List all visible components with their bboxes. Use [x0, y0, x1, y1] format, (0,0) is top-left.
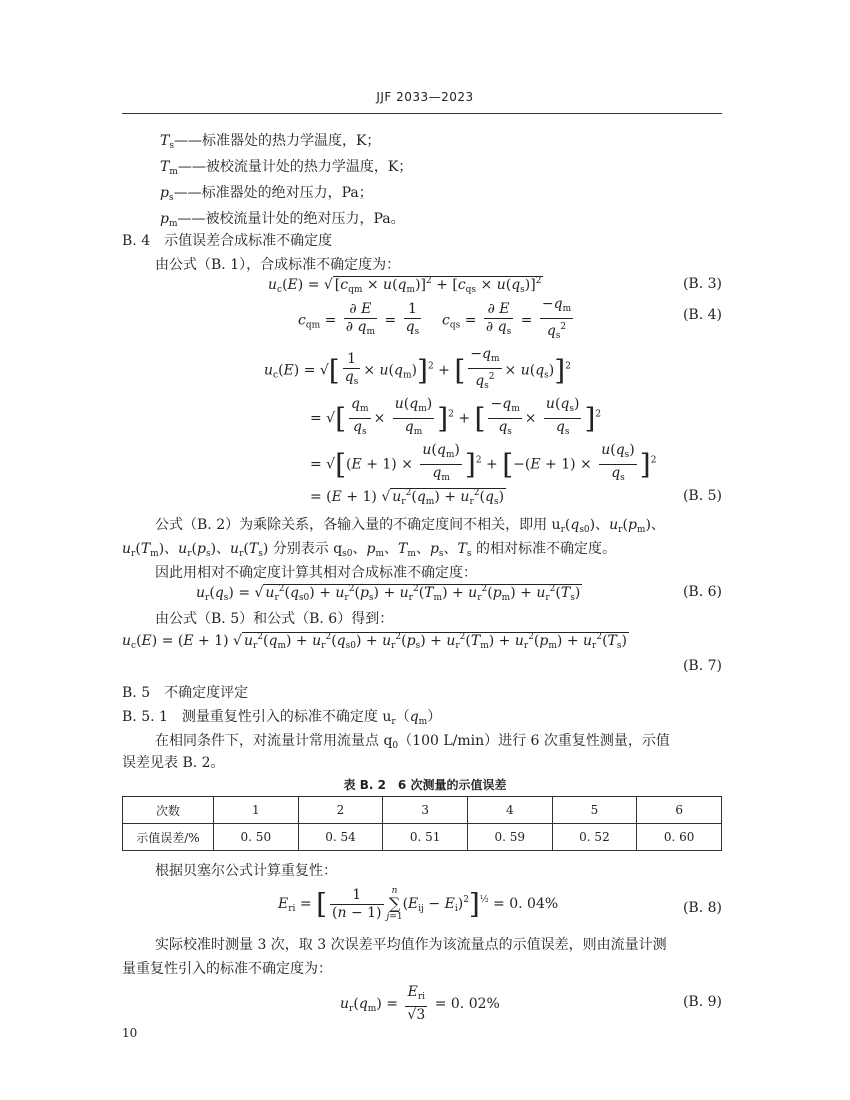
table-cell: 4 — [467, 797, 552, 824]
equation-b8: $E_{ri}$ = [ $\frac{1}{(n - 1)}$ n ∑ j=1 $(E_{ij} - E_i)^2]^{\frac{1}{2}} = 0$. 04% — [278, 886, 559, 922]
table-cell: 1 — [214, 797, 299, 824]
equation-label-b4: (B. 4) — [682, 307, 722, 323]
table-header-label: 次数 — [123, 797, 214, 824]
paragraph-b2-line2: $u_r(T_m)$、$u_r(p_s)$、$u_r(T_s)$ 分别表示 $q_{s0}$、$p_m$、$T_m$、$p_s$、$T_s$ 的相对标准不确定度。 — [122, 541, 616, 559]
header-rule — [122, 113, 722, 114]
equation-label-b5: (B. 5) — [682, 488, 722, 504]
paragraph-condition-line2: 误差见表 B. 2。 — [122, 755, 225, 771]
table-row-label: 示值误差/% — [123, 824, 214, 851]
table-row — [123, 797, 722, 824]
table-cell: 0. 60 — [637, 824, 722, 851]
equation-label-b9: (B. 9) — [682, 994, 722, 1010]
table-cell: 5 — [552, 797, 637, 824]
paragraph-b2-line1: 公式（B. 2）为乘除关系，各输入量的不确定度间不相关，即用 $u_r(q_{s0})$、$u_r(p_m)$、 — [155, 517, 665, 535]
definition-ps: $p_s——$标准器处的绝对压力，Pa； — [160, 185, 373, 203]
paragraph-b1: 由公式（B. 1），合成标准不确定度为： — [155, 257, 401, 273]
equation-b6: $u_r(q_s)$ = √ $u_r^2(q_{s0}) + u_r^2(p_s) + u_r^2(T_m) + u_r^2(p_m) + u_r^2(T_s)$ — [196, 584, 581, 603]
definition-tm: $T_m——$被校流量计处的热力学温度，K； — [160, 159, 413, 177]
equation-b5-line4: = (E + 1) √ $u_r^2(q_m) + u_r^2(q_s)$ — [310, 488, 505, 507]
section-b51-heading: B. 5. 1 测量重复性引入的标准不确定度 $u_r(q_m)$ — [122, 709, 442, 727]
table-cell: 3 — [383, 797, 468, 824]
error-table — [122, 796, 722, 851]
equation-b5-line1: $u_c(E)$ = √[ $\frac{1}{q_s}$ × $u(q_m)]^2$ + [ $\frac{-q_m}{q_s^2}$ × $u(q_s)]^2$ — [264, 346, 571, 395]
table-cell: 2 — [298, 797, 383, 824]
table-cell: 0. 52 — [552, 824, 637, 851]
table-cell: 6 — [637, 797, 722, 824]
table-cell: 0. 54 — [298, 824, 383, 851]
equation-b7: $u_c(E) = (E + 1)$ √ $u_r^2(q_m) + u_r^2(q_{s0}) + u_r^2(p_s) + u_r^2(T_m) + u_r^2(p_m) + u_r^2(T_s)$ — [122, 632, 627, 651]
equation-label-b7: (B. 7) — [682, 658, 722, 674]
paragraph-condition-line1: 在相同条件下，对流量计常用流量点 $q_0(100$ L/min）进行 6 次重复性测量，示值 — [155, 733, 670, 751]
table-cell: 0. 50 — [214, 824, 299, 851]
paragraph-actual-line2: 量重复性引入的标准不确定度为： — [122, 961, 332, 977]
equation-b5-line3: = √[(E + 1) × $\frac{u(q_m)}{q_m}$ ]$^2$ + [−(E + 1) × $\frac{u(q_s)}{q_s}$ ]$^2$ — [310, 442, 656, 487]
running-header: JJF 2033—2023 — [376, 90, 474, 104]
equation-b4: $c_{qm}$ = $\frac{\partial E}{\partial q_m}$ = $\frac{1}{q_s}$ $c_{qs}$ = $\frac{\partial E}{\partial q_s}$ = $\frac{-q_m}{q_s^2}$ — [298, 296, 576, 345]
paragraph-relative: 因此用相对不确定度计算其相对合成标准不确定度： — [155, 565, 477, 581]
section-b4-heading: B. 4 示值误差合成标准不确定度 — [122, 233, 333, 249]
section-b5-heading: B. 5 不确定度评定 — [122, 685, 249, 701]
paragraph-b5-b6: 由公式（B. 5）和公式（B. 6）得到： — [155, 611, 394, 627]
equation-b5-line2: = √[ $\frac{q_m}{q_s}$ × $\frac{u(q_m)}{q_m}$ ]$^2$ + [ $\frac{-q_m}{q_s}$ × $\frac{u(q_s)}{q_s}$ ]$^2$ — [310, 396, 601, 441]
equation-b9: $u_r(q_m)$ = $\frac{E_{ri}}{√3}$ = 0. 02% — [340, 984, 500, 1023]
table-caption: 表 B. 2 6 次测量的示值误差 — [343, 778, 507, 792]
equation-label-b8: (B. 8) — [682, 900, 722, 916]
table-cell: 0. 51 — [383, 824, 468, 851]
definition-pm: $p_m——$被校流量计处的绝对压力，Pa。 — [160, 211, 405, 229]
paragraph-actual-line1: 实际校准时测量 3 次，取 3 次误差平均值作为该流量点的示值误差，则由流量计测 — [155, 937, 667, 953]
equation-b3: $u_c(E)$ = √ $[c_{qm} \times u(q_m)]^2 + [c_{qs} \times u(q_s)]^2$ — [268, 276, 542, 295]
table-row — [123, 824, 722, 851]
definition-ts: $T_s——$标准器处的热力学温度，K； — [160, 133, 381, 151]
equation-label-b3: (B. 3) — [682, 276, 722, 292]
page-number: 10 — [122, 1026, 138, 1040]
table-cell: 0. 59 — [467, 824, 552, 851]
equation-label-b6: (B. 6) — [682, 584, 722, 600]
paragraph-bessel: 根据贝塞尔公式计算重复性： — [155, 863, 337, 879]
